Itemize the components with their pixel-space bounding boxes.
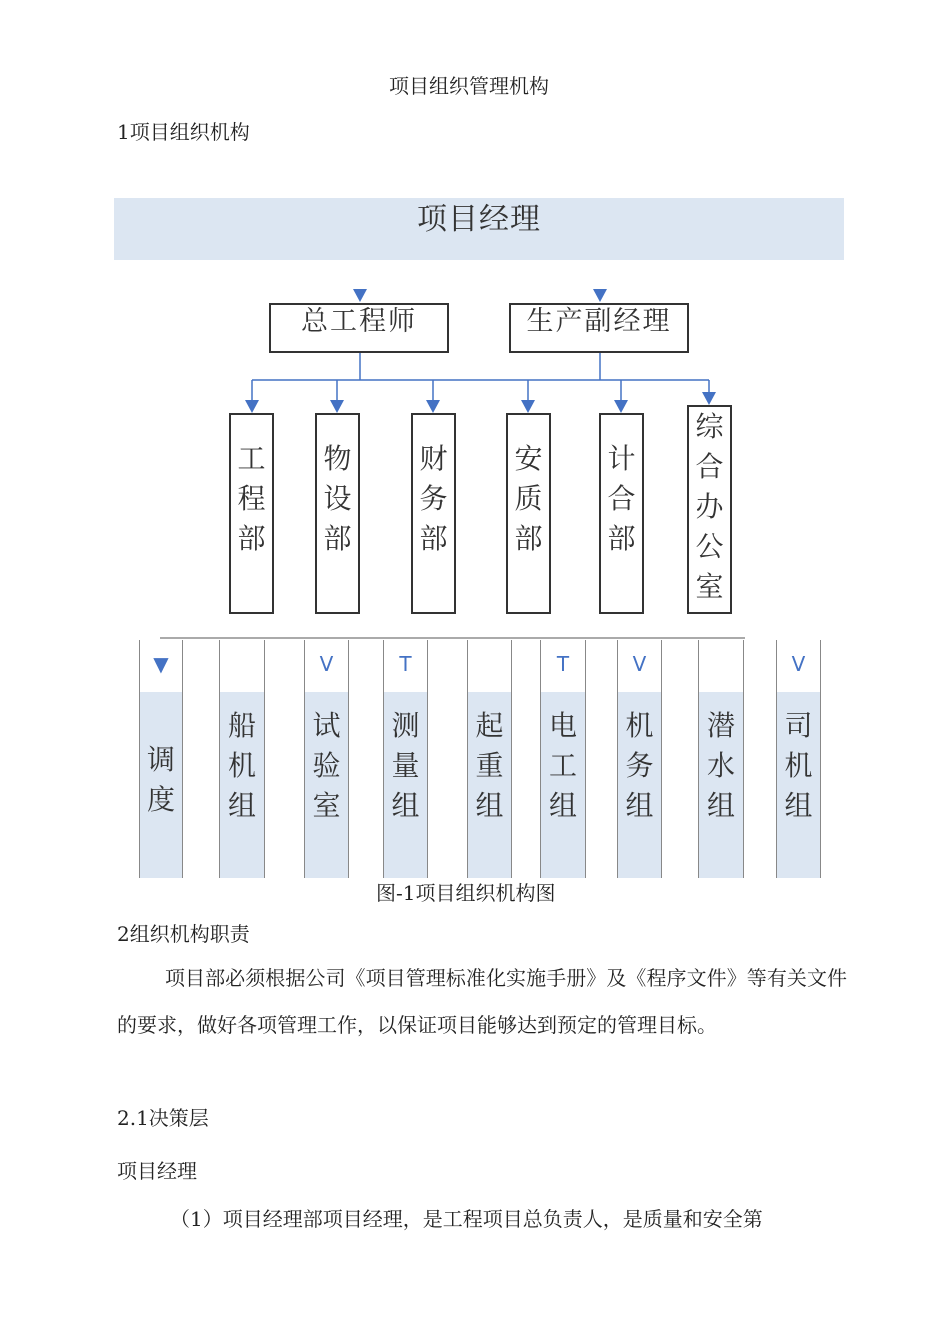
paragraph-project-manager: （1）项目经理部项目经理，是工程项目总负责人，是质量和安全第 [170,1207,763,1231]
deputy-manager-box [509,303,689,353]
group-column [617,640,662,878]
department-label: 安质部 [514,442,543,555]
chief-engineer-box [269,303,449,353]
group-marker: V [319,652,334,676]
figure-caption: 图-1项目组织机构图 [376,881,556,905]
project-manager-label: 项目经理 [417,202,541,237]
department-label: 工程部 [237,442,266,555]
section-heading-2: 2组织机构职责 [117,922,250,946]
department-label: 综合办公室 [695,410,724,603]
group-column [540,640,586,878]
group-label: 起重组 [475,709,504,822]
section-heading-2-1: 2.1决策层 [117,1106,209,1130]
group-column [219,640,265,878]
group-column [383,640,428,878]
department-box [229,413,274,614]
group-label: 船机组 [227,709,256,822]
subheading-project-manager: 项目经理 [117,1159,197,1183]
group-label: 机务组 [625,709,654,822]
arrow-down-icon [426,400,440,413]
department-box [599,413,644,614]
arrow-down-icon [521,400,535,413]
group-marker: T [399,652,412,676]
department-label: 计合部 [607,442,636,555]
department-box [687,405,732,614]
department-label: 财务部 [419,442,448,555]
project-manager-box [114,198,844,260]
group-label: 调度 [146,743,175,816]
page-title: 项目组织管理机构 [389,74,549,98]
group-marker: ▼ [153,652,169,676]
paragraph-responsibilities: 项目部必须根据公司《项目管理标准化实施手册》及《程序文件》等有关文件的要求，做好各项管理工作，以保证项目能够达到预定的管理目标。 [117,966,847,1037]
group-marker: V [632,652,647,676]
arrow-down-icon [702,392,716,405]
group-label: 潜水组 [706,709,735,822]
arrow-down-icon [245,400,259,413]
group-column [304,640,349,878]
department-label: 物设部 [323,442,352,555]
department-box [315,413,360,614]
department-box [506,413,551,614]
chief-engineer-label: 总工程师 [301,306,417,337]
group-column [776,640,821,878]
group-label: 司机组 [784,709,813,822]
group-label: 电工组 [548,709,577,822]
group-column [467,640,512,878]
group-label: 测量组 [391,709,420,822]
arrow-down-icon [593,289,607,302]
group-column [139,640,183,878]
department-box [411,413,456,614]
arrow-down-icon [330,400,344,413]
arrow-down-icon [614,400,628,413]
arrow-down-icon [353,289,367,302]
group-marker: T [556,652,570,676]
group-column [698,640,744,878]
section-heading-1: 1项目组织机构 [117,120,250,144]
group-label: 试验室 [312,709,341,822]
deputy-manager-label: 生产副经理 [526,306,672,337]
group-marker: V [791,652,806,676]
